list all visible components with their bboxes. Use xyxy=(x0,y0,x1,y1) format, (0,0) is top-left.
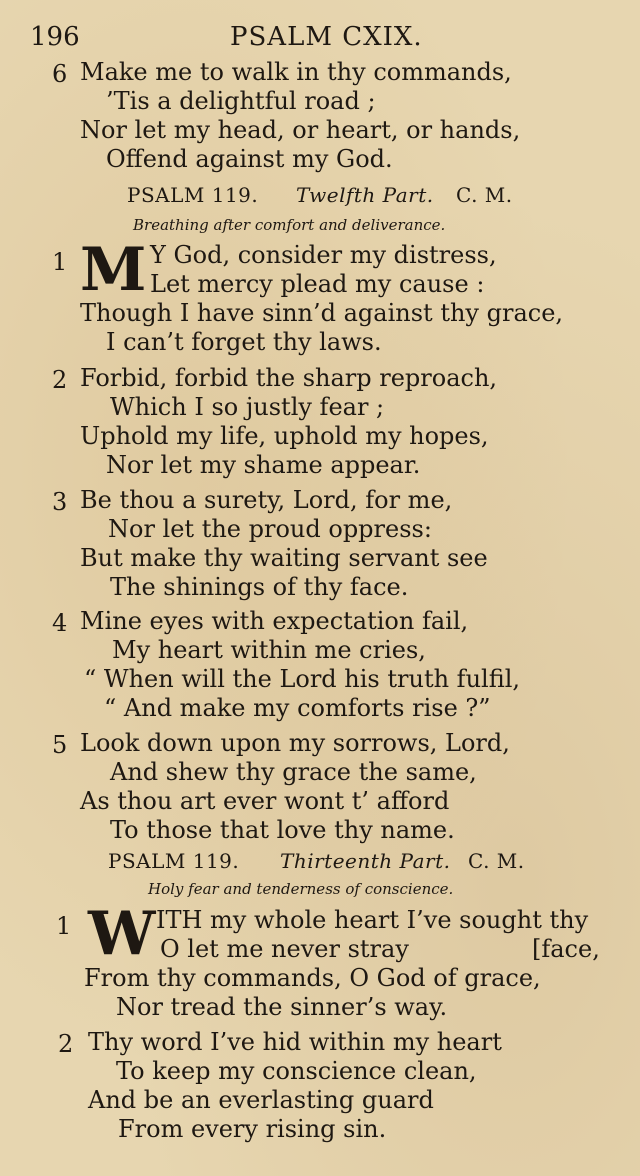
verse-number: 2 xyxy=(58,1030,74,1058)
verse-number: 1 xyxy=(56,912,72,940)
section-subtitle: Breathing after comfort and deliverance. xyxy=(133,216,446,234)
page-title: PSALM CXIX. xyxy=(230,22,423,52)
verse-line: Nor let the proud oppress: xyxy=(108,515,432,543)
section-subtitle: Holy fear and tenderness of conscience. xyxy=(148,880,454,898)
verse-line: Let mercy plead my cause : xyxy=(150,270,485,298)
section-heading-psalm: PSALM 119. xyxy=(127,183,259,207)
verse-line: The shinings of thy face. xyxy=(110,573,409,601)
verse-line: Though I have sinn’d against thy grace, xyxy=(80,299,564,327)
verse-line: My heart within me cries, xyxy=(112,636,426,664)
drop-cap: M xyxy=(80,235,147,305)
verse-number: 5 xyxy=(52,731,68,759)
section-heading-meter: C. M. xyxy=(456,183,513,207)
verse-line: Mine eyes with expectation fail, xyxy=(80,607,469,635)
section-heading-part: Thirteenth Part. xyxy=(280,849,451,873)
verse-line: I can’t forget thy laws. xyxy=(106,328,382,356)
verse-line: From every rising sin. xyxy=(118,1115,387,1143)
verse-number: 2 xyxy=(52,366,68,394)
verse-line: But make thy waiting servant see xyxy=(80,544,488,572)
verse-line: “ When will the Lord his truth fulfil, xyxy=(84,665,521,693)
verse-line: Nor let my shame appear. xyxy=(106,451,421,479)
verse-line: And shew thy grace the same, xyxy=(110,758,477,786)
verse-line: Look down upon my sorrows, Lord, xyxy=(80,729,510,757)
section-heading-part: Twelfth Part. xyxy=(296,183,434,207)
verse-line: Uphold my life, uphold my hopes, xyxy=(80,422,489,450)
verse-line: ITH my whole heart I’ve sought thy xyxy=(156,906,589,934)
verse-line: Nor tread the sinner’s way. xyxy=(116,993,448,1021)
verse-line: From thy commands, O God of grace, xyxy=(84,964,541,992)
verse-line: ’Tis a delightful road ; xyxy=(106,87,376,115)
section-heading-meter: C. M. xyxy=(468,849,525,873)
verse-line: “ And make my comforts rise ?” xyxy=(104,694,491,722)
verse-line: O let me never stray xyxy=(160,935,409,963)
page-number: 196 xyxy=(30,22,80,52)
verse-line: Which I so justly fear ; xyxy=(110,393,385,421)
verse-line: To keep my conscience clean, xyxy=(116,1057,477,1085)
verse-line-turnover: [face, xyxy=(532,935,600,963)
verse-line: Nor let my head, or heart, or hands, xyxy=(80,116,521,144)
verse-line: Offend against my God. xyxy=(106,145,393,173)
verse-number: 1 xyxy=(52,248,68,276)
drop-cap: W xyxy=(88,899,156,969)
verse-line: To those that love thy name. xyxy=(110,816,455,844)
verse-number: 4 xyxy=(52,609,68,637)
verse-line: And be an everlasting guard xyxy=(88,1086,434,1114)
verse-line: Make me to walk in thy commands, xyxy=(80,58,512,86)
verse-line: Forbid, forbid the sharp reproach, xyxy=(80,364,498,392)
verse-number: 6 xyxy=(52,60,68,88)
verse-number: 3 xyxy=(52,488,68,516)
verse-line: As thou art ever wont t’ afford xyxy=(80,787,450,815)
verse-line: Thy word I’ve hid within my heart xyxy=(88,1028,502,1056)
verse-line: Y God, consider my distress, xyxy=(150,241,497,269)
section-heading-psalm: PSALM 119. xyxy=(108,849,240,873)
verse-line: Be thou a surety, Lord, for me, xyxy=(80,486,453,514)
